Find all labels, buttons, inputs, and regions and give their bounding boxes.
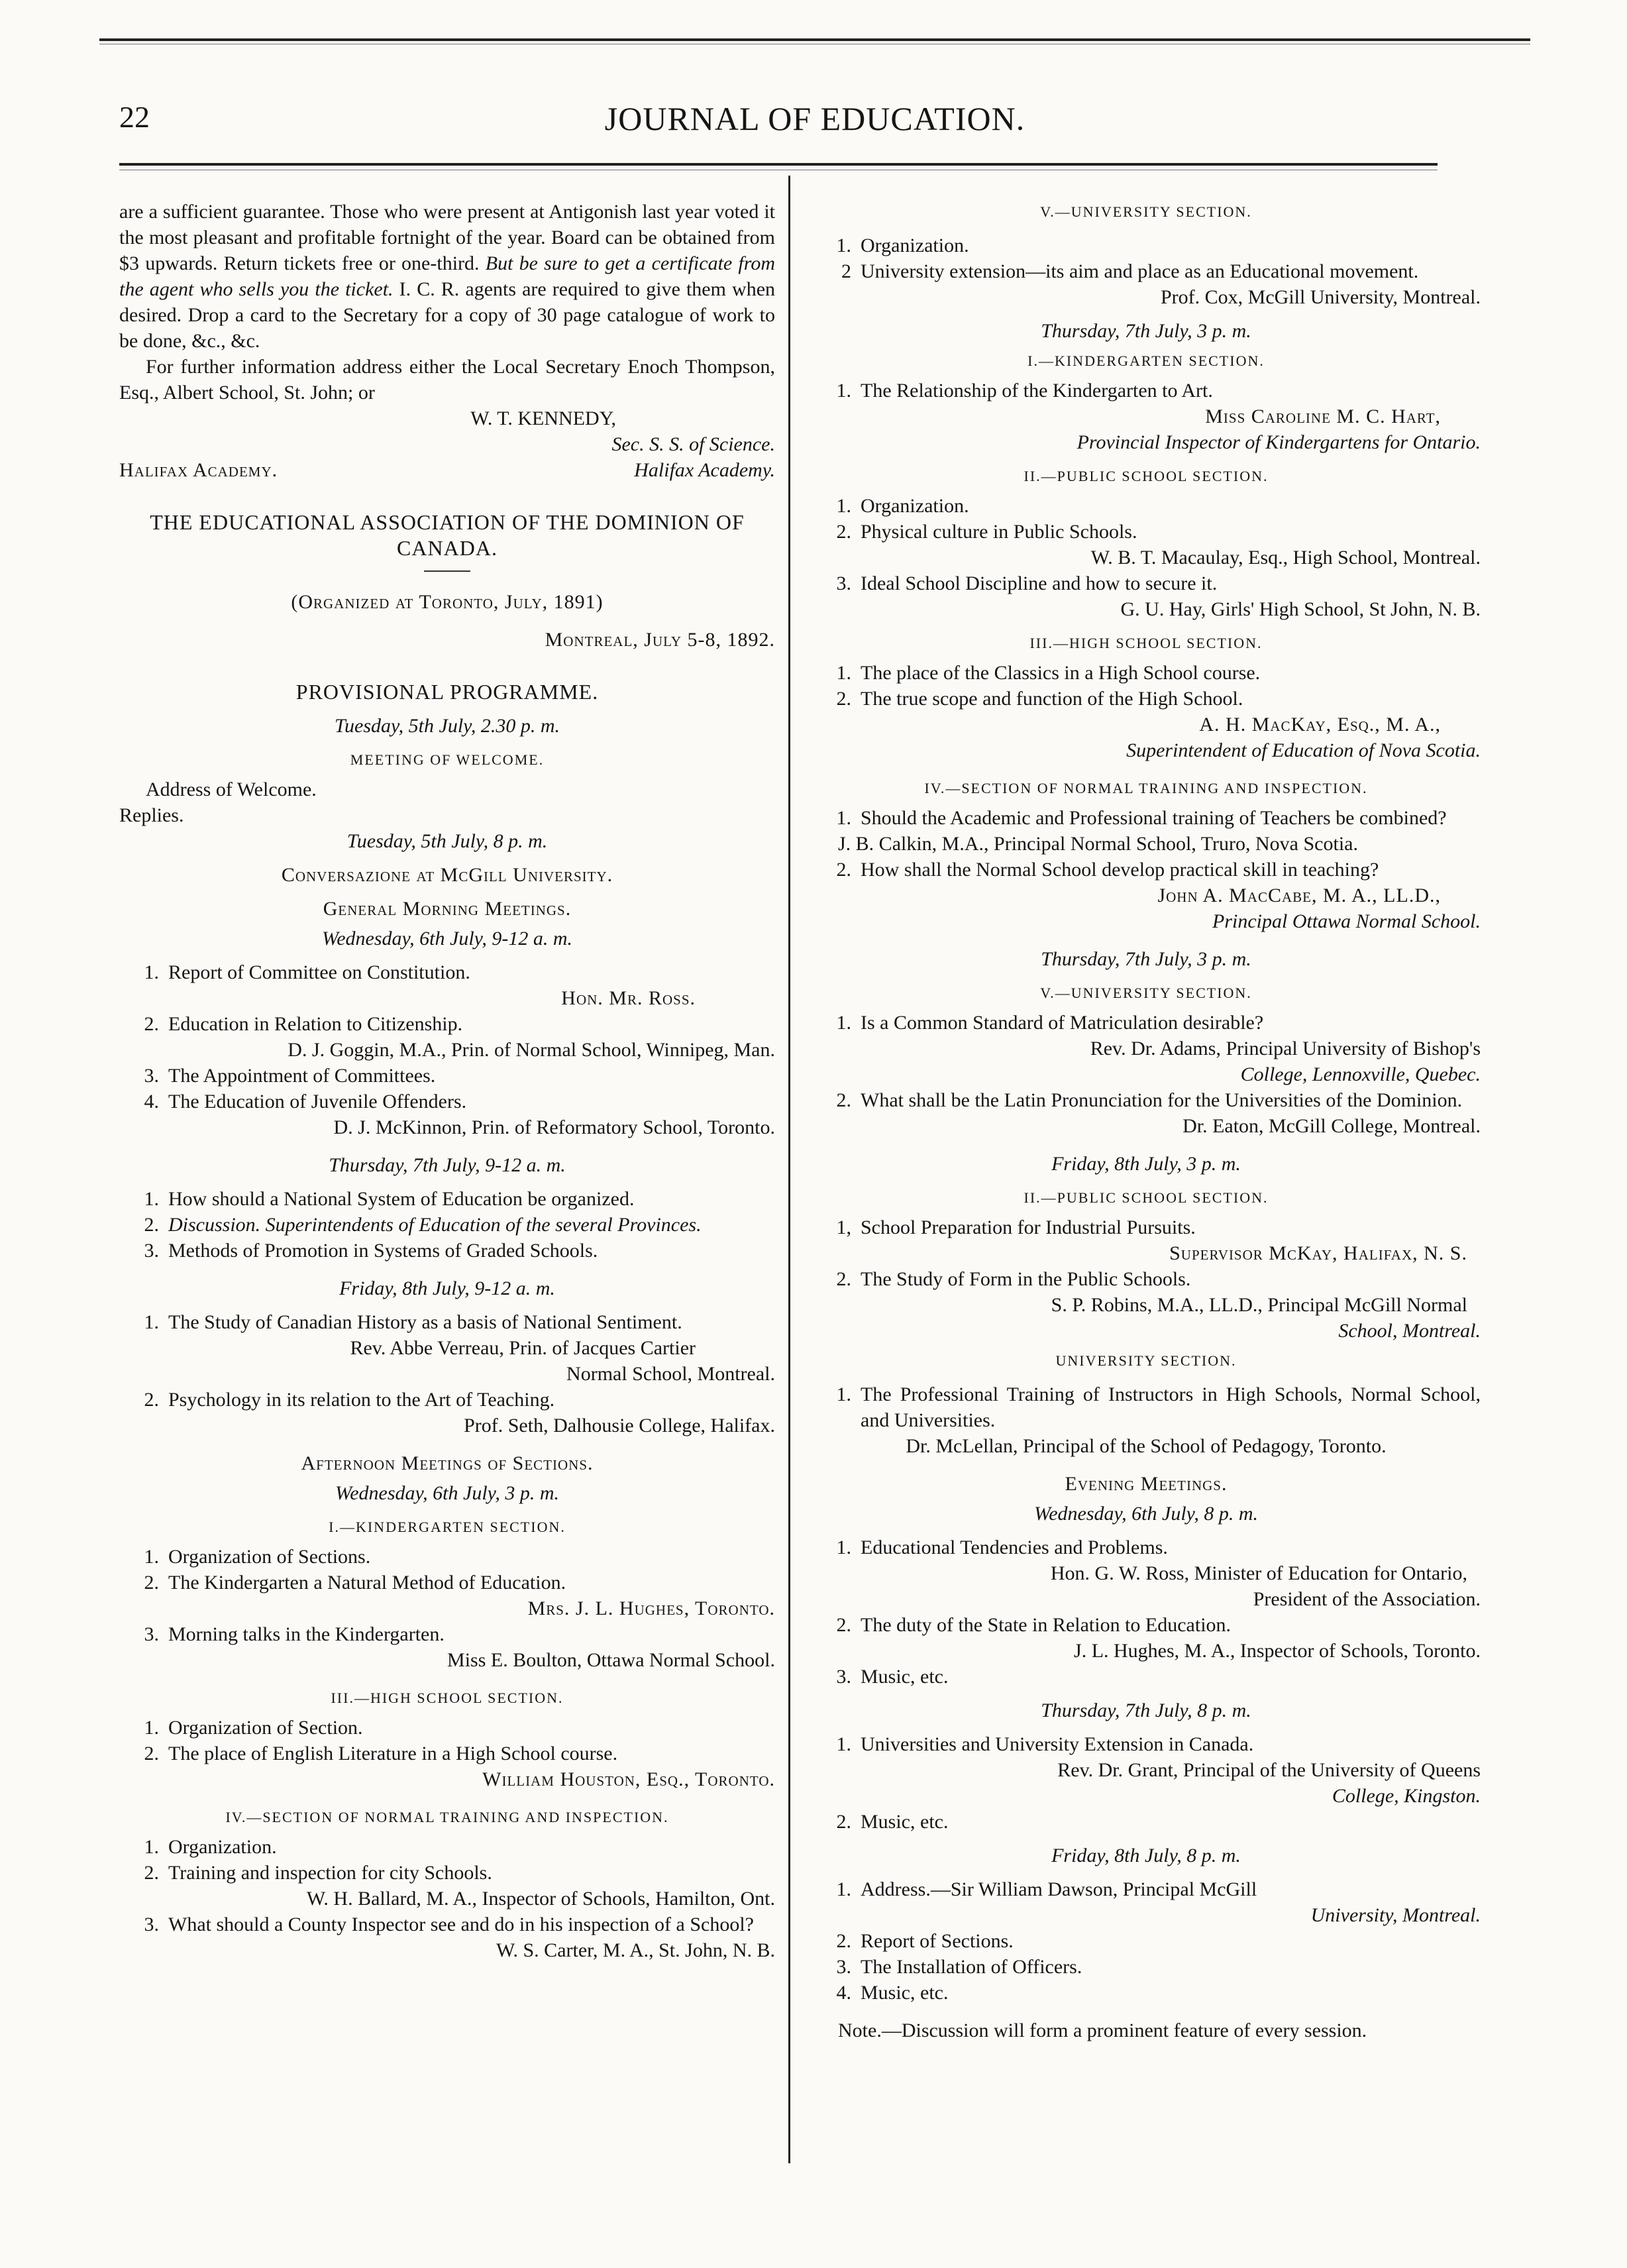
- public-school-section: II.—PUBLIC SCHOOL SECTION.: [1023, 468, 1269, 484]
- list-item: 1. Educational Tendencies and Problems.: [836, 1537, 1168, 1558]
- speaker-line2: College, Kingston.: [1332, 1785, 1481, 1807]
- list-item: 4. The Education of Juvenile Offenders.: [144, 1091, 467, 1112]
- speaker: Miss Caroline M. C. Hart,: [1205, 405, 1441, 427]
- speaker: W. S. Carter, M. A., St. John, N. B.: [496, 1939, 775, 1961]
- provisional-programme: PROVISIONAL PROGRAMME.: [295, 680, 599, 704]
- thursday-morning: Thursday, 7th July, 9-12 a. m.: [329, 1154, 566, 1176]
- list-item: 1. Organization.: [836, 495, 969, 517]
- public-school-items-2: [812, 1215, 1481, 1344]
- list-item: 1. Organization.: [836, 235, 969, 256]
- right-column: [812, 199, 1481, 2043]
- speaker: Hon. G. W. Ross, Minister of Education for Ontario,: [1050, 1562, 1467, 1584]
- list-item: 2. Psychology in its relation to the Art of Teaching.: [144, 1389, 555, 1411]
- page-number: 22: [119, 100, 150, 134]
- list-item: 2. Physical culture in Public Schools.: [836, 521, 1137, 543]
- thursday-afternoon-2: Thursday, 7th July, 3 p. m.: [1041, 948, 1251, 970]
- speaker-line2: Superintendent of Education of Nova Scotia.: [1126, 739, 1481, 761]
- signature-place: Halifax Academy.: [119, 459, 278, 481]
- speaker: Prof. Cox, McGill University, Montreal.: [1160, 286, 1481, 308]
- list-item: 1. Should the Academic and Professional training of Teachers be combined?: [836, 807, 1447, 829]
- title-rule: [424, 570, 470, 572]
- list-item: 2. The Study of Form in the Public Schools.: [836, 1268, 1191, 1290]
- wednesday-evening-items: [812, 1535, 1481, 1690]
- list-item: 2. What shall be the Latin Pronunciation for the Universities of the Dominion.: [836, 1089, 1463, 1111]
- speaker: William Houston, Esq., Toronto.: [482, 1768, 775, 1790]
- university-items-2: [812, 1010, 1481, 1139]
- speaker: W. H. Ballard, M. A., Inspector of Schools, Hamilton, Ont.: [306, 1888, 775, 1910]
- speaker: Rev. Abbe Verreau, Prin. of Jacques Cartier: [350, 1337, 696, 1359]
- list-item: 1. The place of the Classics in a High School course.: [836, 662, 1261, 684]
- speaker-line2: Provincial Inspector of Kindergartens for Ontario.: [1076, 431, 1481, 453]
- speaker: Dr. Eaton, McGill College, Montreal.: [1182, 1115, 1481, 1137]
- list-item: 2. The place of English Literature in a High School course.: [144, 1743, 618, 1764]
- university-section-2: V.—UNIVERSITY SECTION.: [1040, 985, 1252, 1001]
- speaker-line2: Principal Ottawa Normal School.: [1212, 910, 1481, 932]
- normal-training-items: [812, 805, 1481, 934]
- public-school-items: [812, 493, 1481, 622]
- normal-training-section: IV.—SECTION OF NORMAL TRAINING AND INSPECTION.: [924, 780, 1368, 796]
- list-item: 3. What should a County Inspector see and do in his inspection of a School?: [144, 1914, 754, 1935]
- replies: Replies.: [119, 804, 184, 826]
- thursday-items: [119, 1186, 775, 1264]
- thursday-afternoon: Thursday, 7th July, 3 p. m.: [1041, 320, 1251, 342]
- friday-afternoon: Friday, 8th July, 3 p. m.: [1051, 1153, 1241, 1175]
- list-item: 1. The Professional Training of Instructors in High Schools, Normal School, and Universities.: [836, 1383, 1481, 1431]
- speaker: Rev. Dr. Adams, Principal University of Bishop's: [1090, 1038, 1481, 1059]
- list-item: 1. Universities and University Extension in Canada.: [836, 1733, 1254, 1755]
- intro-italic: But be sure to get a certificate from the agent who sells you the ticket.: [119, 252, 775, 300]
- list-item: 3. Music, etc.: [836, 1666, 949, 1688]
- page-header: [119, 99, 1510, 159]
- speaker-line2: President of the Association.: [1253, 1588, 1481, 1610]
- list-item: 1. Organization of Sections.: [144, 1546, 371, 1568]
- association-title: THE EDUCATIONAL ASSOCIATION OF THE DOMINION OF CANADA.: [150, 510, 745, 560]
- list-item: 1. How should a National System of Education be organized.: [144, 1188, 635, 1210]
- list-item: 1. The Study of Canadian History as a basis of National Sentiment.: [144, 1311, 682, 1333]
- thursday-evening-items: [812, 1731, 1481, 1835]
- list-item: 2. Discussion. Superintendents of Education of the several Provinces.: [144, 1214, 702, 1236]
- friday-evening-items: [812, 1876, 1481, 2006]
- speaker: Mrs. J. L. Hughes, Toronto.: [527, 1597, 775, 1619]
- speaker: Dr. McLellan, Principal of the School of Pedagogy, Toronto.: [906, 1435, 1387, 1457]
- kindergarten-section: I.—KINDERGARTEN SECTION.: [1027, 352, 1265, 369]
- list-item: 2. The Kindergarten a Natural Method of Education.: [144, 1572, 566, 1593]
- list-item: 1. Organization of Section.: [144, 1717, 363, 1739]
- list-item: 2. The duty of the State in Relation to Education.: [836, 1614, 1232, 1636]
- list-item: 2. Report of Sections.: [836, 1930, 1014, 1952]
- list-item: 1. Address.—Sir William Dawson, Principal McGill: [836, 1878, 1257, 1900]
- list-item: 3. Morning talks in the Kindergarten.: [144, 1623, 445, 1645]
- list-item: 3. The Appointment of Committees.: [144, 1065, 436, 1087]
- university-items: [812, 233, 1481, 310]
- list-item: 1, School Preparation for Industrial Pursuits.: [836, 1216, 1196, 1238]
- speaker: Prof. Seth, Dalhousie College, Halifax.: [464, 1415, 775, 1436]
- high-school-items: [119, 1715, 775, 1792]
- speaker: W. B. T. Macaulay, Esq., High School, Montreal.: [1090, 547, 1481, 568]
- wednesday-morning: Wednesday, 6th July, 9-12 a. m.: [321, 928, 572, 949]
- wednesday-items: [119, 959, 775, 1140]
- further-info: For further information address either the Local Secretary Enoch Thompson, Esq., Albert School, St. John; or: [119, 356, 775, 404]
- university-section: V.—UNIVERSITY SECTION.: [1040, 203, 1252, 220]
- journal-title: JOURNAL OF EDUCATION.: [604, 100, 1025, 137]
- speaker: D. J. McKinnon, Prin. of Reformatory School, Toronto.: [333, 1116, 775, 1138]
- afternoon-meetings: Afternoon Meetings of Sections.: [301, 1452, 594, 1474]
- header-rule: [119, 163, 1438, 166]
- speaker: A. H. MacKay, Esq., M. A.,: [1199, 714, 1441, 735]
- normal-training-section: IV.—SECTION OF NORMAL TRAINING AND INSPECTION.: [225, 1809, 669, 1825]
- list-item: 2. Education in Relation to Citizenship.: [144, 1013, 463, 1035]
- speaker: University, Montreal.: [1310, 1904, 1481, 1926]
- montreal-date: Montreal, July 5-8, 1892.: [545, 629, 775, 651]
- conversazione: Conversazione at McGill University.: [281, 864, 613, 886]
- list-item: 2. How shall the Normal School develop practical skill in teaching?: [836, 859, 1379, 881]
- thursday-evening: Thursday, 7th July, 8 p. m.: [1041, 1700, 1251, 1721]
- kindergarten-items: [119, 1544, 775, 1673]
- speaker-line2: Normal School, Montreal.: [566, 1363, 775, 1385]
- meeting-of-welcome: MEETING OF WELCOME.: [350, 751, 545, 768]
- normal-training-items: [119, 1834, 775, 1963]
- signature-kennedy: W. T. KENNEDY,: [470, 407, 616, 429]
- top-rule: [99, 38, 1530, 41]
- note: Note.—Discussion will form a prominent feature of every session.: [838, 2020, 1367, 2041]
- friday-evening: Friday, 8th July, 8 p. m.: [1051, 1845, 1241, 1866]
- public-school-section-2: II.—PUBLIC SCHOOL SECTION.: [1023, 1189, 1269, 1206]
- organized-line: (Organized at Toronto, July, 1891): [291, 591, 604, 613]
- high-school-items: [812, 660, 1481, 763]
- signature-place-italic: Halifax Academy.: [634, 459, 775, 481]
- list-item: 1. The Relationship of the Kindergarten to Art.: [836, 380, 1213, 402]
- signature-row: [119, 457, 775, 483]
- high-school-section: III.—HIGH SCHOOL SECTION.: [1029, 635, 1263, 651]
- evening-meetings: Evening Meetings.: [1065, 1473, 1228, 1495]
- general-morning-meetings: General Morning Meetings.: [323, 898, 572, 920]
- speaker: J. L. Hughes, M. A., Inspector of Schools, Toronto.: [1074, 1640, 1481, 1662]
- speaker: Rev. Dr. Grant, Principal of the University of Queens: [1057, 1759, 1481, 1781]
- list-item: 2. Music, etc.: [836, 1811, 949, 1833]
- list-item: 3. Methods of Promotion in Systems of Graded Schools.: [144, 1240, 598, 1262]
- speaker-line2: College, Lennoxville, Quebec.: [1240, 1063, 1481, 1085]
- address-of-welcome: Address of Welcome.: [146, 779, 317, 800]
- list-item: 2 University extension—its aim and place as an Educational movement.: [841, 260, 1419, 282]
- left-column: [119, 199, 775, 1963]
- intro-rest: I. C. R. agents are required to give them when desired. Drop a card to the Secretary for a copy of 30 page catalogue of work to be done, &c., &c.: [119, 278, 776, 352]
- speaker: D. J. Goggin, M.A., Prin. of Normal School, Winnipeg, Man.: [288, 1039, 775, 1061]
- speaker: John A. MacCabe, M. A., LL.D.,: [1157, 885, 1441, 906]
- list-item: 1. Organization.: [144, 1836, 277, 1858]
- wednesday-evening: Wednesday, 6th July, 8 p. m.: [1033, 1503, 1258, 1525]
- tuesday-afternoon: Tuesday, 5th July, 2.30 p. m.: [335, 715, 560, 737]
- column-divider: [788, 176, 790, 2163]
- signature-sec: Sec. S. S. of Science.: [611, 433, 775, 455]
- speaker-line2: School, Montreal.: [1338, 1320, 1481, 1342]
- friday-items: [119, 1309, 775, 1438]
- list-item: 1. Report of Committee on Constitution.: [144, 961, 470, 983]
- wednesday-afternoon: Wednesday, 6th July, 3 p. m.: [335, 1482, 559, 1504]
- speaker: S. P. Robins, M.A., LL.D., Principal McGill Normal: [1051, 1294, 1467, 1316]
- university-section-3: UNIVERSITY SECTION.: [1055, 1352, 1237, 1369]
- tuesday-evening: Tuesday, 5th July, 8 p. m.: [346, 830, 548, 852]
- friday-morning: Friday, 8th July, 9-12 a. m.: [339, 1277, 555, 1299]
- list-item: 4. Music, etc.: [836, 1982, 949, 2004]
- high-school-section: III.—HIGH SCHOOL SECTION.: [331, 1690, 564, 1706]
- speaker: Supervisor McKay, Halifax, N. S.: [1169, 1242, 1467, 1264]
- intro-text: are a sufficient guarantee. Those who were present at Antigonish last year voted it the most pleasant and profitable fortnight of the year. Board can be obtained from $3 upwards. Return tickets free or one-third.: [119, 201, 775, 274]
- speaker: J. B. Calkin, M.A., Principal Normal School, Truro, Nova Scotia.: [838, 833, 1358, 855]
- speaker: Hon. Mr. Ross.: [561, 987, 696, 1009]
- intro-paragraph: [119, 199, 775, 354]
- list-item: 1. Is a Common Standard of Matriculation desirable?: [836, 1012, 1264, 1034]
- list-item: 2. Training and inspection for city Schools.: [144, 1862, 492, 1884]
- list-item: 3. The Installation of Officers.: [836, 1956, 1082, 1978]
- speaker: Miss E. Boulton, Ottawa Normal School.: [447, 1649, 775, 1671]
- list-item: 2. The true scope and function of the High School.: [836, 688, 1243, 710]
- list-item: 3. Ideal School Discipline and how to secure it.: [836, 572, 1218, 594]
- speaker: G. U. Hay, Girls' High School, St John, N. B.: [1120, 598, 1481, 620]
- kindergarten-section: I.—KINDERGARTEN SECTION.: [329, 1519, 566, 1535]
